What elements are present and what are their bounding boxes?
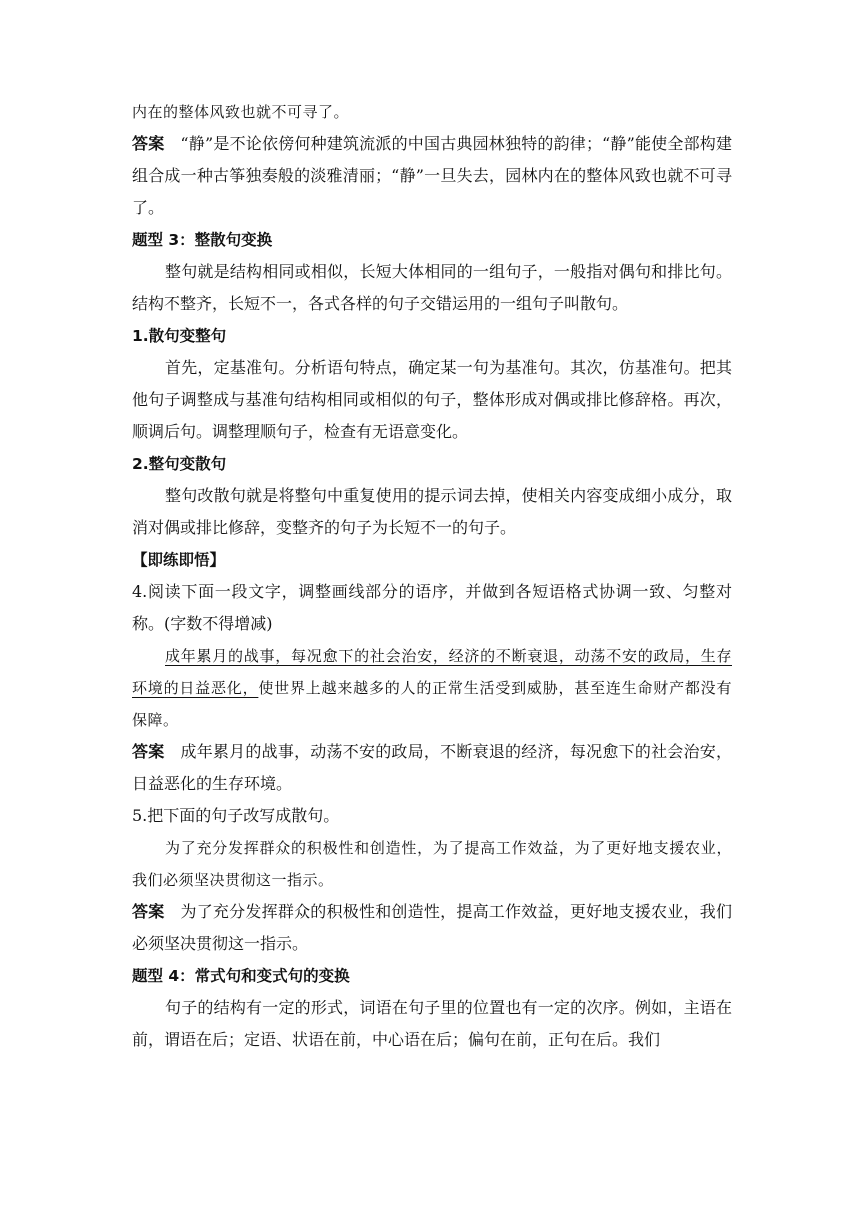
question-5: 5.把下面的句子改写成散句。	[132, 806, 340, 825]
passage-rest: 使世界上越来越多的人的正常生活受到威胁，甚至连生命财产都没有保障。	[132, 679, 732, 729]
subheading-scattered-to-parallel: 1.散句变整句	[132, 327, 227, 345]
subheading-parallel-to-scattered: 2.整句变散句	[132, 455, 227, 473]
section-heading-type4: 题型 4：常式句和变式句的变换	[132, 967, 350, 985]
parallel-to-scattered-text: 整句改散句就是将整句中重复使用的提示词去掉，使相关内容变成细小成分，取消对偶或排比修辞，变整齐的句子为长短不一的句子。	[132, 486, 732, 537]
answer-5	[132, 896, 732, 960]
section-heading-type3: 题型 3：整散句变换	[132, 231, 273, 249]
answer-label: 答案	[132, 902, 165, 921]
answer-text: “静”是不论依傍何种建筑流派的中国古典园林独特的韵律；“静”能使全部构建组合成一种古筝独奏般的淡雅清丽；“静”一旦失去，园林内在的整体风致也就不可寻了。	[132, 134, 732, 217]
answer-4	[132, 736, 732, 800]
practice-heading: 【即练即悟】	[132, 551, 226, 569]
answer-paragraph	[132, 128, 732, 224]
question-4: 4.阅读下面一段文字，调整画线部分的语序，并做到各短语格式协调一致、匀整对称。(字数不得增减)	[132, 582, 732, 633]
paragraph-continuation: 内在的整体风致也就不可寻了。	[132, 103, 350, 121]
answer-label: 答案	[132, 742, 165, 761]
answer-5-text: 为了充分发挥群众的积极性和创造性，提高工作效益，更好地支援农业，我们必须坚决贯彻这一指示。	[132, 902, 732, 953]
document-page	[132, 96, 732, 1056]
underlined-phrases: 成年累月的战事，每况愈下的社会治安，经济的不断衰退，动荡不安的政局，生存环境的日益恶化，	[132, 647, 732, 697]
type3-intro: 整句就是结构相同或相似，长短大体相同的一组句子，一般指对偶句和排比句。结构不整齐，长短不一，各式各样的句子交错运用的一组句子叫散句。	[132, 262, 732, 313]
scattered-to-parallel-text: 首先，定基准句。分析语句特点，确定某一句为基准句。其次，仿基准句。把其他句子调整成与基准句结构相同或相似的句子，整体形成对偶或排比修辞格。再次，顺调后句。调整理顺句子，检查有无语意变化。	[132, 358, 732, 441]
answer-4-text: 成年累月的战事，动荡不安的政局，不断衰退的经济，每况愈下的社会治安，日益恶化的生存环境。	[132, 742, 732, 793]
question-5-passage: 为了充分发挥群众的积极性和创造性，为了提高工作效益，为了更好地支援农业，我们必须坚决贯彻这一指示。	[132, 839, 732, 889]
type4-intro: 句子的结构有一定的形式，词语在句子里的位置也有一定的次序。例如，主语在前，谓语在后；定语、状语在前，中心语在后；偏句在前，正句在后。我们	[132, 998, 732, 1049]
answer-label: 答案	[132, 134, 165, 153]
question-4-passage	[132, 640, 732, 736]
